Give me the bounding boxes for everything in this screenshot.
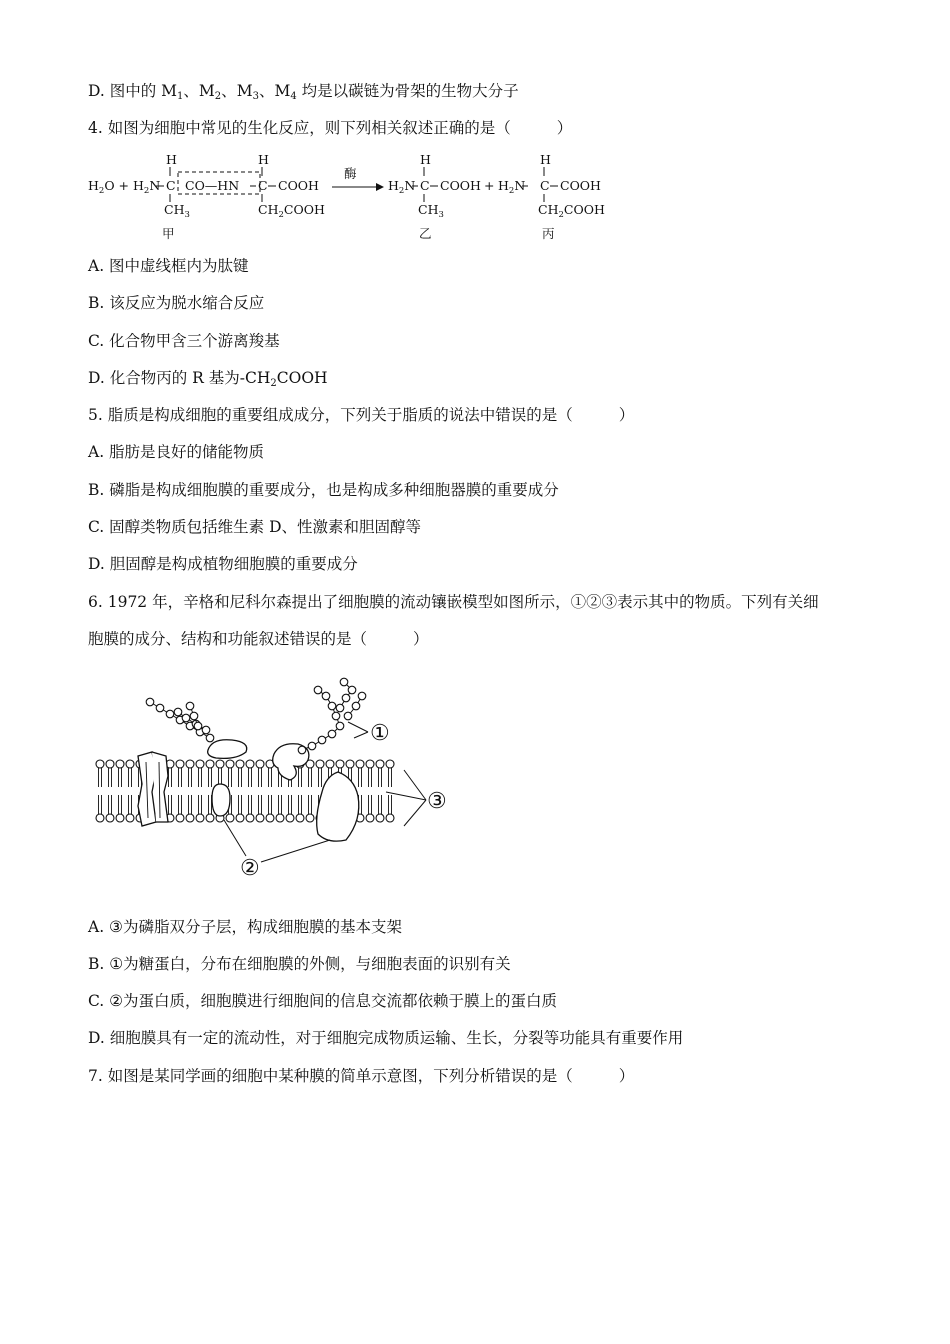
svg-text:CH3: $CH_3$ [418,202,444,220]
arrow-icon [376,183,384,191]
phospholipid [306,760,314,787]
phospholipid [386,760,394,787]
phospholipid [186,760,194,787]
glycan-chains [146,678,366,754]
phospholipid [236,760,244,787]
q5-option-d: D. 胆固醇是构成植物细胞膜的重要成分 [88,555,358,573]
peripheral-protein [208,740,247,759]
sugar-unit [332,712,340,720]
phospholipid [96,760,104,787]
phospholipid [316,760,324,787]
sugar-unit [340,678,348,686]
enzyme-label: 酶 [344,166,357,181]
q4-stem: 4. 如图为细胞中常见的生化反应，则下列相关叙述正确的是（ ） [88,119,573,137]
sugar-unit [194,722,202,730]
label-yi: 乙 [419,226,432,241]
phospholipid [126,795,134,822]
phospholipid [256,760,264,787]
sugar-unit [348,686,356,694]
embedded-protein-small [212,784,230,816]
phospholipid [376,795,384,822]
q5-option-c: C. 固醇类物质包括维生素 D、性激素和胆固醇等 [88,518,422,536]
q4-option-c: C. 化合物甲含三个游离羧基 [88,332,280,350]
phospholipid [226,760,234,787]
q4-option-a: A. 图中虚线框内为肽键 [88,257,249,275]
q5-option-a: A. 脂肪是良好的储能物质 [88,443,265,461]
phospholipid [216,760,224,787]
phospholipid [286,795,294,822]
svg-text:H: H [166,152,177,167]
svg-text:H: H [420,152,431,167]
sugar-unit [298,746,306,754]
phospholipid [376,760,384,787]
sugar-unit [174,708,182,716]
phospholipid [266,760,274,787]
phospholipid [186,795,194,822]
sugar-unit [186,702,194,710]
phospholipid [176,795,184,822]
phospholipid [246,795,254,822]
sugar-unit [182,714,190,722]
sugar-unit [156,704,164,712]
svg-text:H: H [540,152,551,167]
sugar-unit [328,702,336,710]
phospholipid [106,795,114,822]
svg-text:+: + [484,178,495,193]
q4-option-d: D. 化合物丙的 R 基为$-CH_2COOH$ [88,369,328,389]
sugar-unit [322,692,330,700]
h2o-label: $H_2O + H_2N$ [88,178,161,196]
q6-membrane-diagram [86,672,466,887]
phospholipid [116,760,124,787]
svg-text:CO—HN: CO—HN [185,178,240,193]
label-3: ③ [427,789,447,814]
phospholipid [206,760,214,787]
svg-text:C: C [420,178,430,193]
q5-stem: 5. 脂质是构成细胞的重要组成成分，下列关于脂质的说法中错误的是（ ） [88,406,635,424]
embedded-protein-large [317,772,359,841]
sugar-unit [358,692,366,700]
svg-text:CH3: $CH_3$ [164,202,190,220]
svg-text:H2N: $H_2N$ [388,178,416,196]
svg-text:COOH: COOH [278,178,319,193]
sugar-unit [344,712,352,720]
phospholipid [196,795,204,822]
q4-reaction-diagram [86,150,626,245]
svg-text:COOH: COOH [440,178,481,193]
svg-text:COOH: COOH [560,178,601,193]
phospholipid [116,795,124,822]
phospholipid [266,795,274,822]
svg-text:C: C [540,178,550,193]
sugar-unit [352,702,360,710]
phospholipid [246,760,254,787]
phospholipid [366,795,374,822]
phospholipid [366,760,374,787]
q6-option-a: A. ③为磷脂双分子层，构成细胞膜的基本支架 [88,918,402,936]
q6-option-b: B. ①为糖蛋白，分布在细胞膜的外侧，与细胞表面的识别有关 [88,955,511,973]
q6-stem-line1: 6. 1972 年，辛格和尼科尔森提出了细胞膜的流动镶嵌模型如图所示，①②③表示其中的物质。下列有关细 [88,593,819,611]
sugar-unit [308,742,316,750]
sugar-unit [314,686,322,694]
phospholipid [176,760,184,787]
sugar-unit [190,712,198,720]
svg-text:CH2COOH: $CH_2COOH$ [538,202,605,220]
q3-option-d: D. 图中的 $M_1$、$M_2$、$M_3$、$M_4$ 均是以碳链为骨架的生物大分子 [88,82,519,102]
phospholipid [236,795,244,822]
q7-stem: 7. 如图是某同学画的细胞中某种膜的简单示意图，下列分析错误的是（ ） [88,1067,635,1085]
sugar-unit [328,730,336,738]
label-2: ② [240,856,260,881]
svg-text:CH2COOH: $CH_2COOH$ [258,202,325,220]
phospholipid [196,760,204,787]
sugar-unit [336,722,344,730]
phospholipid [106,760,114,787]
phospholipid [356,760,364,787]
q6-stem-line2: 胞膜的成分、结构和功能叙述错误的是（ ） [88,630,429,648]
phospholipid [306,795,314,822]
svg-text:H: H [258,152,269,167]
label-bing: 丙 [542,226,555,241]
sugar-unit [202,726,210,734]
phospholipid [386,795,394,822]
phospholipid [296,795,304,822]
phospholipid [96,795,104,822]
q6-option-d: D. 细胞膜具有一定的流动性，对于细胞完成物质运输、生长，分裂等功能具有重要作用 [88,1029,684,1047]
label-1: ① [370,721,390,746]
sugar-unit [318,736,326,744]
svg-text:H2N: $H_2N$ [498,178,526,196]
phospholipid [126,760,134,787]
svg-text:C: C [166,178,176,193]
q5-option-b: B. 磷脂是构成细胞膜的重要成分，也是构成多种细胞器膜的重要成分 [88,481,559,499]
sugar-unit [342,694,350,702]
sugar-unit [166,710,174,718]
phospholipid [276,795,284,822]
q6-option-c: C. ②为蛋白质，细胞膜进行细胞间的信息交流都依赖于膜上的蛋白质 [88,992,558,1010]
label-jia: 甲 [162,226,175,241]
q4-option-b: B. 该反应为脱水缩合反应 [88,294,265,312]
sugar-unit [146,698,154,706]
svg-text:C: C [258,178,268,193]
sugar-unit [336,704,344,712]
phospholipid [256,795,264,822]
sugar-unit [206,734,214,742]
